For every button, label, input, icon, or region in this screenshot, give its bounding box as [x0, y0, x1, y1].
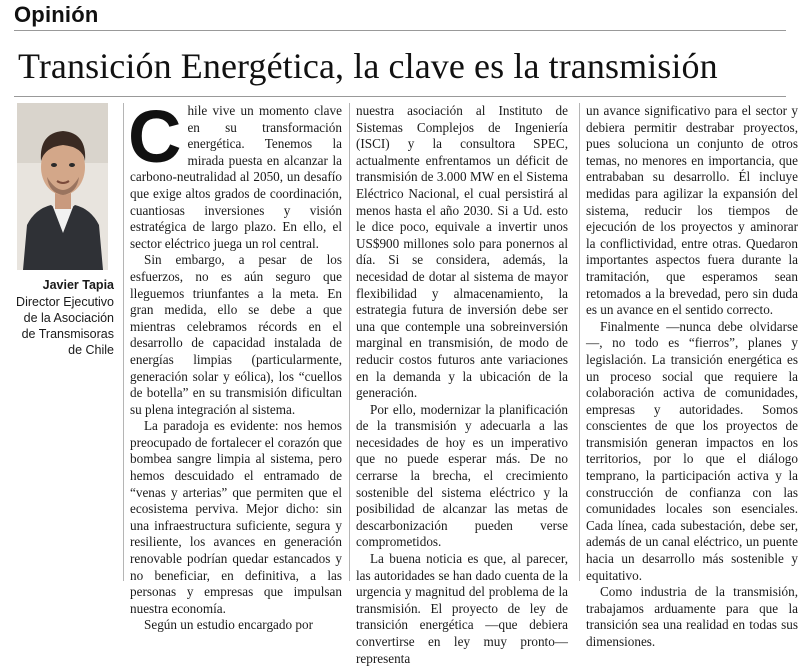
author-name: Javier Tapia	[42, 278, 114, 292]
article-column-3	[586, 103, 798, 651]
author-photo	[17, 103, 108, 270]
paragraph: Chile vive un momento clave en su transformación energética. Tenemos la mirada puesta en alcanzar la carbono-neutralidad al 2050, un desafío que exige altos grados de coordinación, cuantiosas inversiones y visión estratégica de largo plazo. En ello, el sector eléctrico juega un rol central.	[128, 95, 342, 251]
author-role: Director Ejecutivo de la Asociación de Transmisoras de Chile	[16, 295, 114, 357]
section-title: Opinión	[14, 2, 99, 27]
column-separator	[123, 103, 124, 581]
article-column-2	[356, 103, 568, 667]
top-rule	[14, 30, 786, 31]
paragraph: La buena noticia es que, al parecer, las autoridades se han dado cuenta de la urgencia y magnitud del problema de la transmisión. El proyecto de ley de transición energética —que debiera convertirse en ley muy pronto— representa	[356, 551, 568, 666]
column-separator	[579, 103, 580, 581]
drop-cap: C	[128, 95, 182, 178]
paragraph: Finalmente —nunca debe olvidarse—, no todo es “fierros”, planes y legislación. La transición energética es un proceso social que requiere la colaboración activa de comunidades, empresas y autoridades. Somos conscientes de que los proyectos de transmisión generan impactos en los territorios, por lo que el diálogo temprano, la participación activa y la construcción de confianza con las comunidades locales son esenciales. Cada línea, cada subestación, debe ser, además de un canal eléctrico, un puente hacia un desarrollo más sostenible y equitativo.	[586, 318, 798, 583]
paragraph: Por ello, modernizar la planificación de la transmisión y adecuarla a las necesidades de hoy es un imperativo que no puede esperar más. De no cerrarse la brecha, el crecimiento sostenible del sistema eléctrico y la posibilidad de alcanzar las metas de descarbonización pueden verse comprometidos.	[356, 401, 568, 550]
paragraph: un avance significativo para el sector y debiera permitir destrabar proyectos, pues soluciona un conjunto de otros temas, no menores en importancia, que entrababan su desarrollo. Él incluye medidas para agilizar la expansión del sistema, reducir los tiempos de ejecución de los proyectos y aminorar la conflictividad, entre otras. Quedaron importantes aspectos fuera durante la tramitación, que esperamos sean retomados a la brevedad, pero sin duda es un avance en el sentido correcto.	[586, 103, 798, 318]
paragraph: nuestra asociación al Instituto de Sistemas Complejos de Ingeniería (ISCI) y la consultora SPEC, actualmente enfrentamos un déficit de transmisión de 3.000 MW en el Sistema Eléctrico Nacional, el cual persistirá al menos hasta el año 2030. Si a Ud. esto le dice poco, equivale a invertir unos US$900 millones solo para ponernos al día. Si se considera, además, la necesidad de dotar al sistema de mayor flexibilidad y almacenamiento, la estrategia futura de inversión debe ser una que contemple una sobreinversión marginal en transmisión, de modo de reducir costos futuros ante variaciones en la demanda y la ubicación de la generación.	[356, 103, 568, 401]
paragraph: La paradoja es evidente: nos hemos preocupado de fortalecer el corazón que bombea sangre limpia al sistema, pero hemos descuidado el entramado de “venas y arterias” que permiten que el ecosistema perviva. Mejor dicho: sin una infraestructura suficiente, segura y resiliente, los avances en generación renovable podrían quedar estancados y no beneficiar, en definitiva, a las personas y empresas que impulsan nuestra economía.	[130, 418, 342, 616]
paragraph: Según un estudio encargado por	[144, 617, 313, 633]
headline: Transición Energética, la clave es la transmisión	[18, 46, 718, 86]
paragraph: Sin embargo, a pesar de los esfuerzos, no es aún seguro que lleguemos triunfantes a la meta. En gran medida, ello se debe a que mientras celebramos récords en el desarrollo de capacidad instalada de energías limpias (particularmente, generación solar y eólica), los “cuellos de botella” en su transmisión dificultan su plena integración al sistema.	[130, 252, 342, 417]
paragraph: Como industria de la transmisión, trabajamos arduamente para que la transición sea una realidad en todas sus dimensiones.	[586, 584, 798, 649]
column-separator	[349, 103, 350, 581]
article-column-1	[128, 95, 342, 634]
